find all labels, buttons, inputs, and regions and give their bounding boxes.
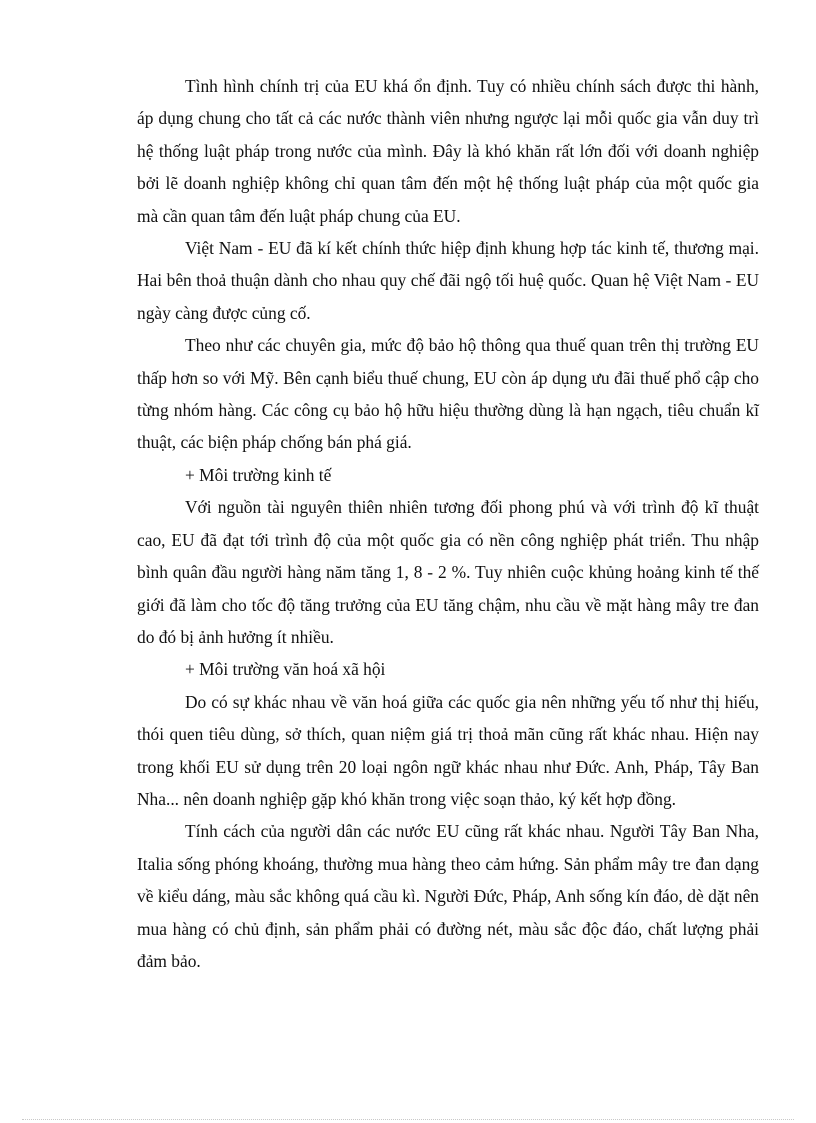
heading-cultural-social-environment: + Môi trường văn hoá xã hội <box>185 659 386 680</box>
document-body <box>137 70 759 977</box>
page-bottom-border <box>22 1119 794 1120</box>
heading-economic-environment: + Môi trường kinh tế <box>185 464 332 485</box>
paragraph-economic-environment: Với nguồn tài nguyên thiên nhiên tương đối phong phú và với trình độ kĩ thuật cao, EU đã đạt tới trình độ của một quốc gia có nền công nghiệp phát triển. Thu nhập bình quân đầu người hàng năm tăng 1, 8 - 2 %. Tuy nhiên cuộc khủng hoảng kinh tế thế giới đã làm cho tốc độ tăng trưởng của EU tăng chậm, nhu cầu về mặt hàng mây tre đan do đó bị ảnh hưởng ít nhiều. <box>137 497 759 647</box>
paragraph-cultural-differences: Do có sự khác nhau về văn hoá giữa các quốc gia nên những yếu tố như thị hiếu, thói quen tiêu dùng, sở thích, quan niệm giá trị thoả mãn cũng rất khác nhau. Hiện nay trong khối EU sử dụng trên 20 loại ngôn ngữ khác nhau như Đức. Anh, Pháp, Tây Ban Nha... nên doanh nghiệp gặp khó khăn trong việc soạn thảo, ký kết hợp đồng. <box>137 691 759 809</box>
paragraph-vietnam-eu-agreement: Việt Nam - EU đã kí kết chính thức hiệp định khung hợp tác kinh tế, thương mại. Hai bên thoả thuận dành cho nhau quy chế đãi ngộ tối huệ quốc. Quan hệ Việt Nam - EU ngày càng được củng cố. <box>137 238 759 323</box>
paragraph-political-environment: Tình hình chính trị của EU khá ổn định. Tuy có nhiều chính sách được thi hành, áp dụng chung cho tất cả các nước thành viên nhưng ngược lại mỗi quốc gia vẫn duy trì hệ thống luật pháp trong nước của mình. Đây là khó khăn rất lớn đối với doanh nghiệp bởi lẽ doanh nghiệp không chỉ quan tâm đến một hệ thống luật pháp của một quốc gia mà cần quan tâm đến luật pháp chung của EU. <box>137 76 759 226</box>
paragraph-consumer-character: Tính cách của người dân các nước EU cũng rất khác nhau. Người Tây Ban Nha, Italia sống phóng khoáng, thường mua hàng theo cảm hứng. Sản phẩm mây tre đan dạng về kiểu dáng, màu sắc không quá cầu kì. Người Đức, Pháp, Anh sống kín đáo, dè dặt nên mua hàng có chủ định, sản phẩm phải có đường nét, màu sắc độc đáo, chất lượng phải đảm bảo. <box>137 821 759 971</box>
paragraph-tariff-protection: Theo như các chuyên gia, mức độ bảo hộ thông qua thuế quan trên thị trường EU thấp hơn so với Mỹ. Bên cạnh biểu thuế chung, EU còn áp dụng ưu đãi thuế phổ cập cho từng nhóm hàng. Các công cụ bảo hộ hữu hiệu thường dùng là hạn ngạch, tiêu chuẩn kĩ thuật, các biện pháp chống bán phá giá. <box>137 335 759 453</box>
